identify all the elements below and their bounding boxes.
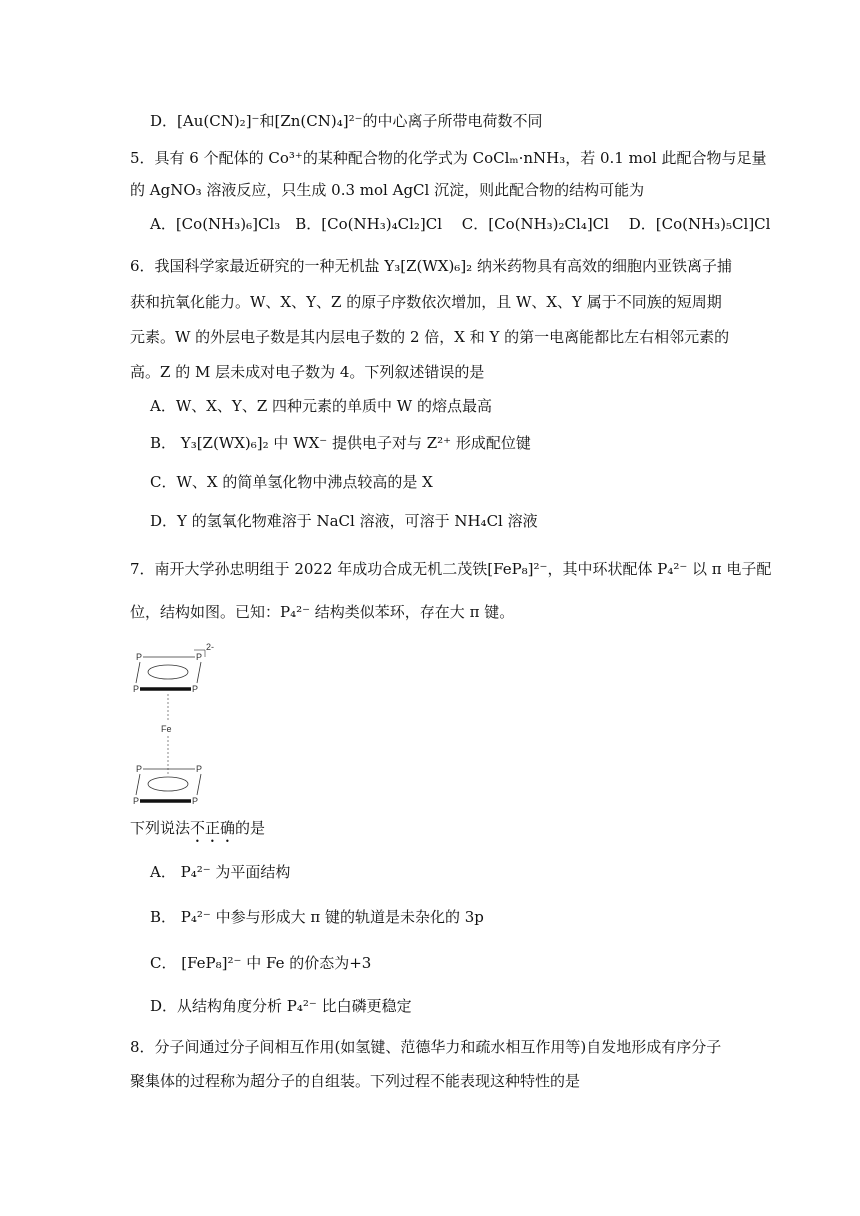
q7-stem-line2: 位，结构如图。已知：P₄²⁻ 结构类似苯环，存在大 π 键。 bbox=[130, 603, 515, 621]
svg-text:P: P bbox=[136, 764, 143, 774]
q7-option-b: B． P₄²⁻ 中参与形成大 π 键的轨道是未杂化的 3p bbox=[150, 908, 484, 926]
q6-option-d: D．Y 的氢氧化物难溶于 NaCl 溶液，可溶于 NH₄Cl 溶液 bbox=[150, 512, 538, 530]
q4-option-d: D．[Au(CN)₂]⁻和[Zn(CN)₄]²⁻的中心离子所带电荷数不同 bbox=[150, 112, 543, 130]
upper-p4-ring bbox=[133, 642, 214, 694]
svg-text:P: P bbox=[133, 684, 140, 694]
q7-option-a: A． P₄²⁻ 为平面结构 bbox=[150, 863, 291, 881]
lower-p4-ring bbox=[133, 764, 202, 806]
q6-option-a: A．W、X、Y、Z 四种元素的单质中 W 的熔点最高 bbox=[150, 397, 492, 415]
ferrocene-structure-figure bbox=[128, 640, 223, 815]
q8-stem-line1: 8．分子间通过分子间相互作用(如氢键、范德华力和疏水相互作用等)自发地形成有序分子 bbox=[130, 1038, 722, 1056]
svg-text:P: P bbox=[133, 796, 140, 806]
q5-stem-line1: 5．具有 6 个配体的 Co³⁺的某种配合物的化学式为 CoClₘ·nNH₃，若 0.1 mol 此配合物与足量 bbox=[130, 149, 767, 167]
q6-stem-line3: 元素。W 的外层电子数是其内层电子数的 2 倍，X 和 Y 的第一电离能都比左右相邻元素的 bbox=[130, 328, 730, 346]
q8-stem-line2: 聚集体的过程称为超分子的自组装。下列过程不能表现这种特性的是 bbox=[130, 1072, 581, 1090]
charge-label: 2- bbox=[206, 642, 215, 652]
q6-stem-line1: 6．我国科学家最近研究的一种无机盐 Y₃[Z(WX)₆]₂ 纳米药物具有高效的细胞内亚铁离子捕 bbox=[130, 257, 732, 275]
q7-option-c: C． [FeP₈]²⁻ 中 Fe 的价态为+3 bbox=[150, 954, 372, 972]
q7-stem-line1: 7．南开大学孙忠明组于 2022 年成功合成无机二茂铁[FeP₈]²⁻，其中环状配体 P₄²⁻ 以 π 电子配 bbox=[130, 560, 772, 578]
q5-options: A．[Co(NH₃)₆]Cl₃ B．[Co(NH₃)₄Cl₂]Cl C．[Co(NH₃)₂Cl₄]Cl D．[Co(NH₃)₅Cl]Cl bbox=[150, 215, 771, 233]
svg-text:P: P bbox=[192, 796, 199, 806]
q7-sub-stem-emphasis: 不正确 bbox=[190, 819, 236, 837]
svg-text:P: P bbox=[196, 652, 203, 662]
q6-option-b: B． Y₃[Z(WX)₆]₂ 中 WX⁻ 提供电子对与 Z²⁺ 形成配位键 bbox=[150, 434, 531, 452]
q7-sub-stem bbox=[130, 818, 265, 846]
svg-text:P: P bbox=[196, 764, 203, 774]
q5-stem-line2: 的 AgNO₃ 溶液反应，只生成 0.3 mol AgCl 沉淀，则此配合物的结构可能为 bbox=[130, 181, 645, 199]
svg-text:P: P bbox=[136, 652, 143, 662]
q6-option-c: C．W、X 的简单氢化物中沸点较高的是 X bbox=[150, 473, 433, 491]
q6-stem-line4: 高。Z 的 M 层未成对电子数为 4。下列叙述错误的是 bbox=[130, 363, 485, 381]
q6-stem-line2: 获和抗氧化能力。W、X、Y、Z 的原子序数依次增加，且 W、X、Y 属于不同族的短周期 bbox=[130, 293, 722, 311]
fe-atom-label: Fe bbox=[161, 724, 172, 734]
q7-option-d: D．从结构角度分析 P₄²⁻ 比白磷更稳定 bbox=[150, 997, 412, 1015]
q7-sub-stem-pre: 下列说法 bbox=[130, 819, 191, 837]
q7-sub-stem-post: 的是 bbox=[235, 819, 266, 837]
svg-text:P: P bbox=[192, 684, 199, 694]
